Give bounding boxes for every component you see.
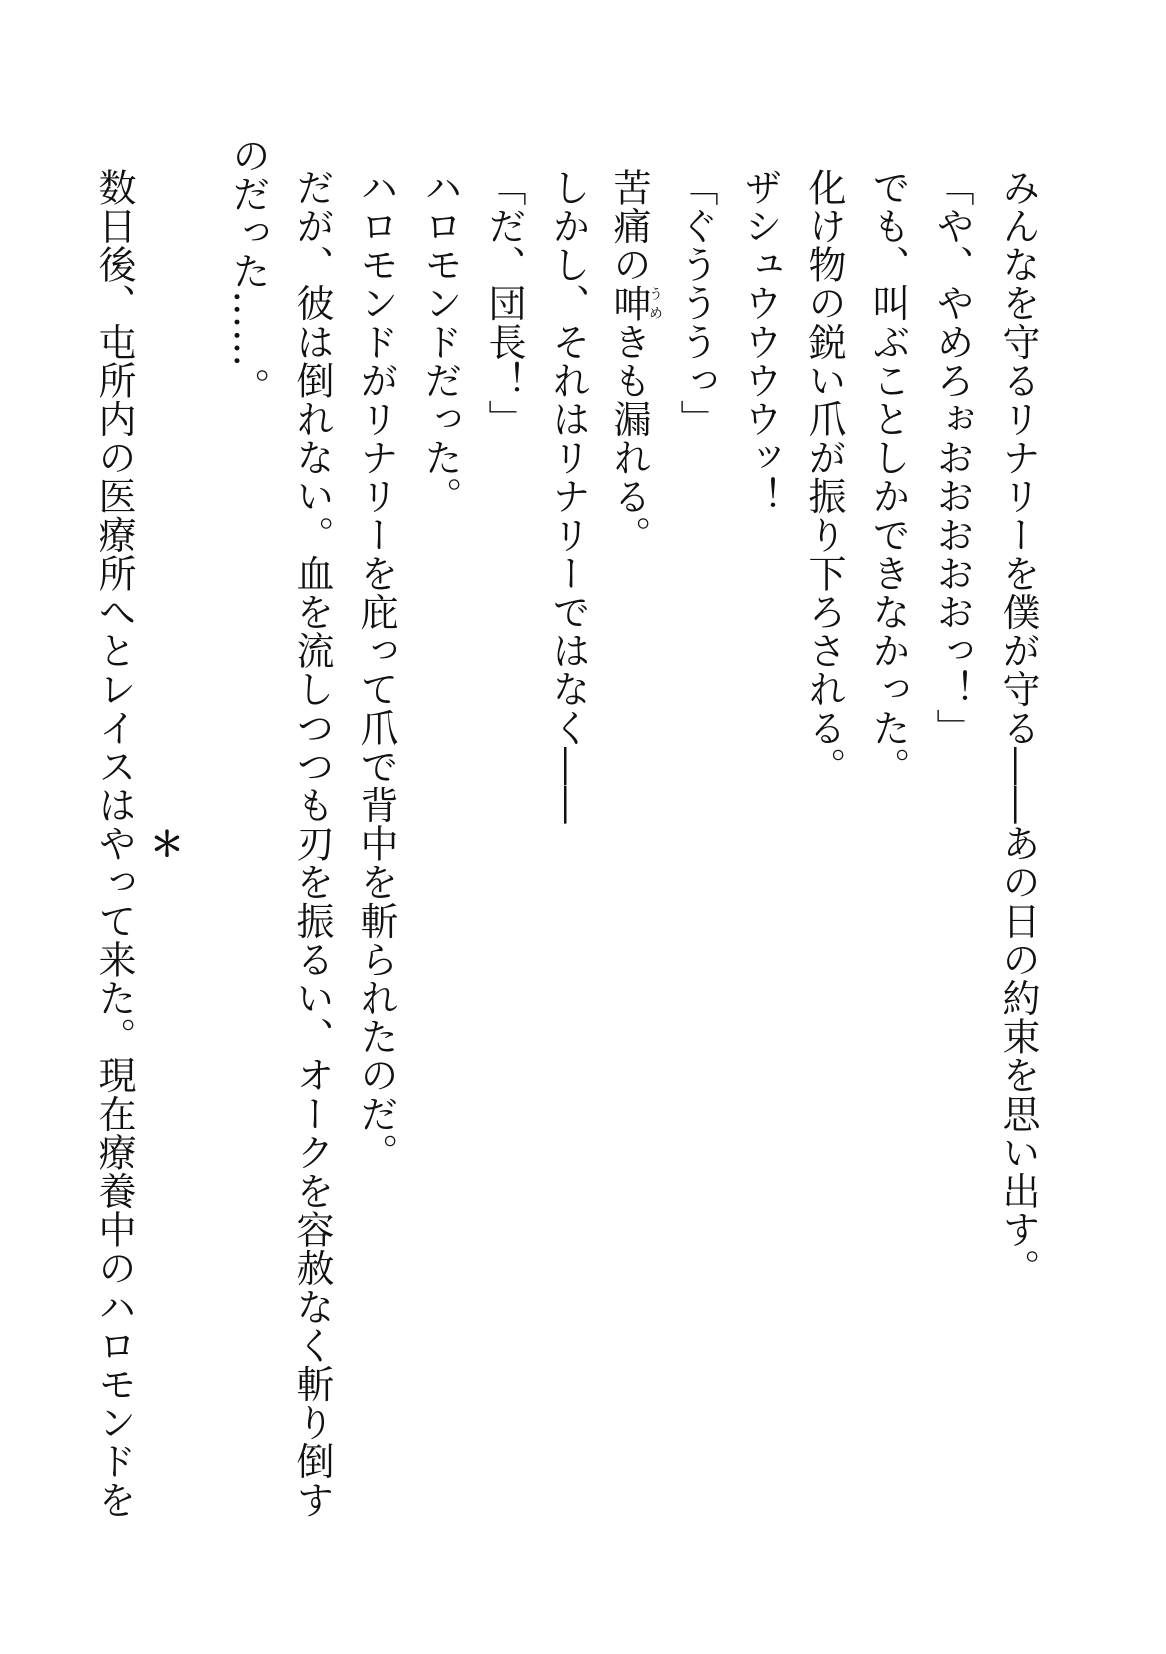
text-line-10: ハロモンドだった。 bbox=[418, 168, 462, 516]
line7-before: 苦痛の bbox=[607, 168, 651, 284]
line7-after: きも漏れる。 bbox=[607, 322, 651, 555]
text-line-14: 数日後、屯所内の医療所へとレイスはやって来た。現在療養中のハロモンドを bbox=[92, 168, 136, 1519]
scene-break-asterisk: ＊ bbox=[150, 825, 184, 865]
text-line-4: 化け物の鋭い爪が振り下ろされる。 bbox=[802, 168, 846, 786]
ruby-reading: うめ bbox=[647, 283, 663, 323]
text-line-5: ザシュウウウウッ！ bbox=[738, 168, 782, 516]
text-line-1: みんなを守るリナリーを僕が守る――あの日の約束を思い出す。 bbox=[996, 168, 1040, 1288]
text-line-3: でも、叫ぶことしかできなかった。 bbox=[866, 168, 910, 786]
ruby-umeki bbox=[607, 283, 663, 323]
text-line-2: 「や、やめろぉおおおおおっ！」 bbox=[930, 168, 974, 747]
text-line-12: だが、彼は倒れない。血を流しつつも刃を振るい、オークを容赦なく斬り倒す bbox=[290, 168, 334, 1519]
text-line-11: ハロモンドがリナリーを庇って爪で背中を斬られたのだ。 bbox=[354, 168, 398, 1172]
text-line-6: 「ぐうううっ」 bbox=[674, 168, 718, 439]
text-line-7 bbox=[602, 168, 662, 554]
text-line-9: 「だ、団長！」 bbox=[482, 168, 526, 439]
ruby-base: 呻 bbox=[607, 283, 651, 323]
text-line-13: のだった……。 bbox=[226, 136, 270, 407]
text-line-8: しかし、それはリナリーではなく―― bbox=[546, 168, 590, 825]
